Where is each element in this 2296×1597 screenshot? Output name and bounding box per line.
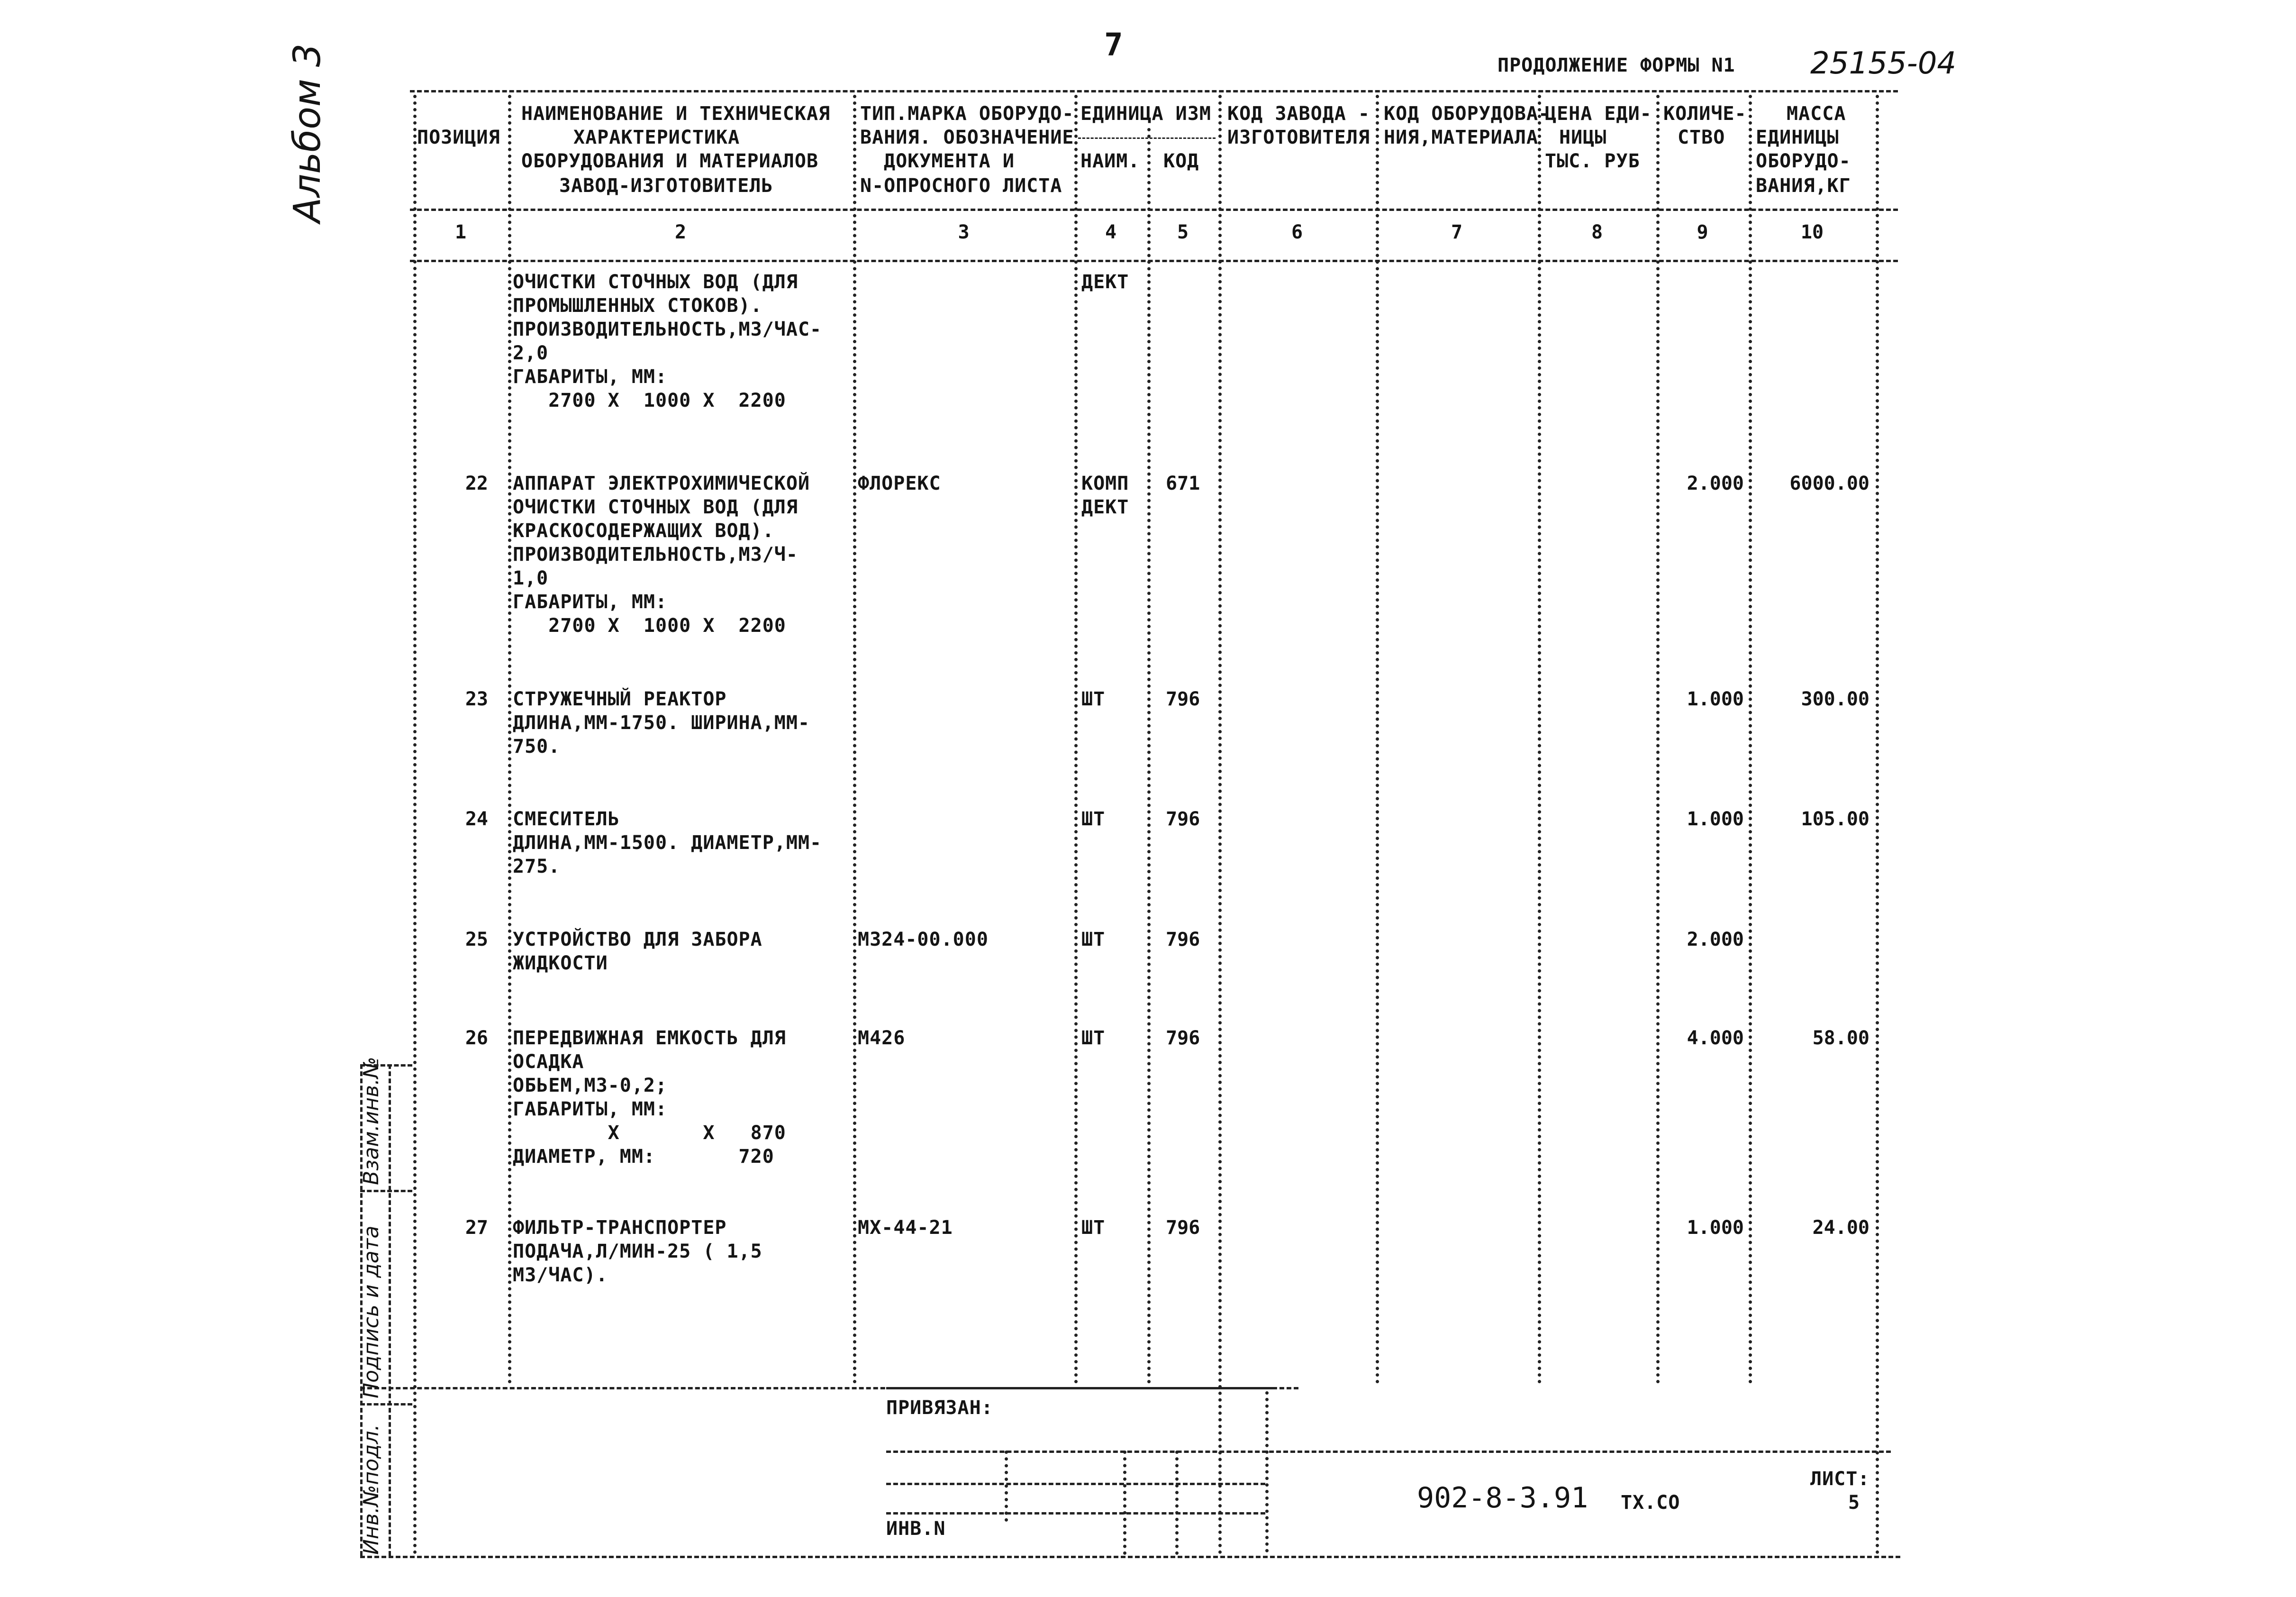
row-mass: 58.00 xyxy=(1812,1027,1869,1049)
privyazan-label: ПРИВЯЗАН: xyxy=(886,1397,993,1419)
colnum-6: 6 xyxy=(1291,221,1303,243)
page-number: 7 xyxy=(1104,27,1123,63)
row-description-line: ПРОМЫШЛЕННЫХ СТОКОВ). xyxy=(513,295,762,317)
row-unit-code: 796 xyxy=(1166,688,1200,710)
colnum-10: 10 xyxy=(1800,221,1824,243)
row-unit-code: 796 xyxy=(1166,808,1200,830)
row-quantity: 2.000 xyxy=(1687,473,1744,494)
header-col2-line4: ЗАВОД-ИЗГОТОВИТЕЛЬ xyxy=(559,175,773,197)
row-description-line: ДЛИНА,ММ-1750. ШИРИНА,ММ- xyxy=(513,712,810,734)
row-type-mark: М426 xyxy=(858,1027,906,1049)
row-quantity: 4.000 xyxy=(1687,1027,1744,1049)
row-description-line: 750. xyxy=(513,736,561,757)
header-col3-line2: ВАНИЯ. ОБОЗНАЧЕНИЕ xyxy=(860,127,1074,148)
row-description-line: УСТРОЙСТВО ДЛЯ ЗАБОРА xyxy=(513,929,762,950)
col-sep-0 xyxy=(413,95,417,1555)
row-quantity: 2.000 xyxy=(1687,929,1744,950)
header-unit-top: ЕДИНИЦА ИЗМ xyxy=(1080,103,1211,125)
colnum-3: 3 xyxy=(958,221,970,243)
row-description-line: 1,0 xyxy=(513,567,549,589)
col-sep-3 xyxy=(1074,95,1078,1384)
colnum-7: 7 xyxy=(1451,221,1463,243)
header-col6-line1: КОД ЗАВОДА - xyxy=(1227,103,1370,125)
row-description-line: ГАБАРИТЫ, ММ: xyxy=(513,366,668,388)
row-position: 27 xyxy=(465,1217,488,1239)
row-description-line: ПОДАЧА,Л/МИН-25 ( 1,5 xyxy=(513,1241,762,1262)
row-position: 24 xyxy=(465,808,488,830)
row-unit-code: 671 xyxy=(1166,473,1200,494)
col-sep-7 xyxy=(1538,95,1541,1384)
colnum-2: 2 xyxy=(674,221,687,243)
row-description-line: АППАРАТ ЭЛЕКТРОХИМИЧЕСКОЙ xyxy=(513,473,810,494)
row-type-mark: МХ-44-21 xyxy=(858,1217,953,1239)
row-description-line: СМЕСИТЕЛЬ xyxy=(513,808,620,830)
colnum-5: 5 xyxy=(1177,221,1189,243)
row-type-mark: М324-00.000 xyxy=(858,929,989,950)
row-description-line: ОСАДКА xyxy=(513,1051,584,1073)
header-col3-line1: ТИП.МАРКА ОБОРУДО- xyxy=(860,103,1074,125)
col-sep-5 xyxy=(1218,95,1222,1555)
row-unit-name: КОМП xyxy=(1081,473,1129,494)
row-description-line: ГАБАРИТЫ, ММ: xyxy=(513,1098,668,1120)
row-description-line: ЖИДКОСТИ xyxy=(513,952,608,974)
row-description-line: ОЧИСТКИ СТОЧНЫХ ВОД (ДЛЯ xyxy=(513,496,798,518)
header-col10-line3: ОБОРУДО- xyxy=(1756,150,1851,172)
row-description-line: ГАБАРИТЫ, ММ: xyxy=(513,591,668,613)
row-unit-code: 796 xyxy=(1166,1217,1200,1239)
row-unit-name: ШТ xyxy=(1081,688,1106,710)
row-description-line: 275. xyxy=(513,856,561,877)
colnum-9: 9 xyxy=(1697,221,1708,243)
row-position: 23 xyxy=(465,688,488,710)
stamp-rule-1 xyxy=(886,1451,1891,1453)
row-position: 22 xyxy=(465,473,488,494)
row-description-line: ФИЛЬТР-ТРАНСПОРТЕР xyxy=(513,1217,727,1239)
row-quantity: 1.000 xyxy=(1687,688,1744,710)
header-col7-line1: КОД ОБОРУДОВА- xyxy=(1384,103,1551,125)
row-mass: 24.00 xyxy=(1812,1217,1869,1239)
handwritten-code: 25155-04 xyxy=(1810,46,1957,81)
margin-inv-orig: Инв.№подл. xyxy=(359,1424,383,1555)
colnum-8: 8 xyxy=(1591,221,1603,243)
bottom-rule xyxy=(360,1556,1900,1558)
row-description-line: КРАСКОСОДЕРЖАЩИХ ВОД). xyxy=(513,520,774,542)
row-mass: 6000.00 xyxy=(1789,473,1869,494)
header-rule xyxy=(410,209,1898,211)
stamp-rule-3 xyxy=(886,1512,1265,1515)
header-col9-line2: СТВО xyxy=(1678,127,1725,148)
row-description-line: СТРУЖЕЧНЫЙ РЕАКТОР xyxy=(513,688,727,710)
colnum-1: 1 xyxy=(454,221,467,243)
header-col4: НАИМ. xyxy=(1080,150,1140,172)
sheet-number: 5 xyxy=(1848,1492,1860,1514)
header-col9-line1: КОЛИЧЕ- xyxy=(1663,103,1747,125)
header-col1: ПОЗИЦИЯ xyxy=(417,127,500,148)
col-sep-2 xyxy=(853,95,856,1384)
row-description-line: ОБЬЕМ,М3-0,2; xyxy=(513,1075,668,1096)
header-col10-line4: ВАНИЯ,КГ xyxy=(1756,175,1851,197)
row-mass: 300.00 xyxy=(1801,688,1869,710)
colnum-4: 4 xyxy=(1105,221,1117,243)
row-description-line: X X 870 xyxy=(513,1122,786,1144)
number-rule xyxy=(410,260,1898,262)
row-description-line: ДИАМЕТР, ММ: 720 xyxy=(513,1146,774,1168)
row-quantity: 1.000 xyxy=(1687,808,1744,830)
stamp-rule-2 xyxy=(886,1483,1265,1485)
header-col6-line2: ИЗГОТОВИТЕЛЯ xyxy=(1227,127,1370,148)
row-description-line: М3/ЧАС). xyxy=(513,1264,608,1286)
col-sep-10 xyxy=(1876,95,1879,1555)
col-sep-9 xyxy=(1749,95,1752,1384)
col-sep-4 xyxy=(1147,128,1151,1384)
col-sep-6 xyxy=(1376,95,1379,1384)
row-mass: 105.00 xyxy=(1801,808,1869,830)
row-description-line: 2,0 xyxy=(513,342,549,364)
row-unit-name: ШТ xyxy=(1081,1217,1106,1239)
row-unit-name: ДЕКТ xyxy=(1081,496,1129,518)
row-position: 25 xyxy=(465,929,488,950)
row-description-line: 2700 X 1000 X 2200 xyxy=(513,390,786,411)
row-description-line: 2700 X 1000 X 2200 xyxy=(513,615,786,637)
row-unit-code: 796 xyxy=(1166,929,1200,950)
header-col7-line2: НИЯ,МАТЕРИАЛА xyxy=(1384,127,1539,148)
row-description-line: ДЛИНА,ММ-1500. ДИАМЕТР,ММ- xyxy=(513,832,822,854)
header-col8-line3: ТЫС. РУБ xyxy=(1545,150,1640,172)
row-unit-name: ДЕКТ xyxy=(1081,271,1129,293)
continuation-title: ПРОДОЛЖЕНИЕ ФОРМЫ N1 xyxy=(1497,55,1735,76)
margin-replace-inv: Взам.инв.№ xyxy=(359,1057,383,1185)
sheet-label: ЛИСТ: xyxy=(1810,1468,1870,1490)
document-suffix: ТХ.СО xyxy=(1621,1492,1680,1514)
col-sep-8 xyxy=(1656,95,1660,1384)
margin-sign-date: Подпись и дата xyxy=(359,1225,383,1398)
header-col5: КОД xyxy=(1163,150,1199,172)
row-unit-name: ШТ xyxy=(1081,808,1106,830)
inv-label: ИНВ.N xyxy=(886,1518,946,1540)
col-sep-1 xyxy=(508,95,511,1384)
row-description-line: ПЕРЕДВИЖНАЯ ЕМКОСТЬ ДЛЯ xyxy=(513,1027,786,1049)
header-col8-line2: НИЦЫ xyxy=(1559,127,1607,148)
row-type-mark: ФЛОРЕКС xyxy=(858,473,941,494)
album-label: Альбом 3 xyxy=(286,43,329,223)
header-col10-line2: ЕДИНИЦЫ xyxy=(1756,127,1839,148)
header-col2-line1: НАИМЕНОВАНИЕ И ТЕХНИЧЕСКАЯ xyxy=(521,103,831,125)
header-col3-line3: ДОКУМЕНТА И xyxy=(884,150,1015,172)
row-unit-code: 796 xyxy=(1166,1027,1200,1049)
header-col8-line1: ЦЕНА ЕДИ- xyxy=(1545,103,1652,125)
row-unit-name: ШТ xyxy=(1081,929,1106,950)
row-description-line: ОЧИСТКИ СТОЧНЫХ ВОД (ДЛЯ xyxy=(513,271,798,293)
header-col3-line4: N-ОПРОСНОГО ЛИСТА xyxy=(860,175,1062,197)
header-col10-line1: МАССА xyxy=(1787,103,1846,125)
row-position: 26 xyxy=(465,1027,488,1049)
header-col2-line3: ОБОРУДОВАНИЯ И МАТЕРИАЛОВ xyxy=(521,150,819,172)
header-col2-line2: ХАРАКТЕРИСТИКА xyxy=(573,127,740,148)
row-description-line: ПРОИЗВОДИТЕЛЬНОСТЬ,М3/Ч- xyxy=(513,544,798,566)
document-code: 902-8-3.91 xyxy=(1417,1481,1588,1515)
row-quantity: 1.000 xyxy=(1687,1217,1744,1239)
row-description-line: ПРОИЗВОДИТЕЛЬНОСТЬ,М3/ЧАС- xyxy=(513,319,822,340)
top-rule xyxy=(410,90,1898,92)
row-unit-name: ШТ xyxy=(1081,1027,1106,1049)
